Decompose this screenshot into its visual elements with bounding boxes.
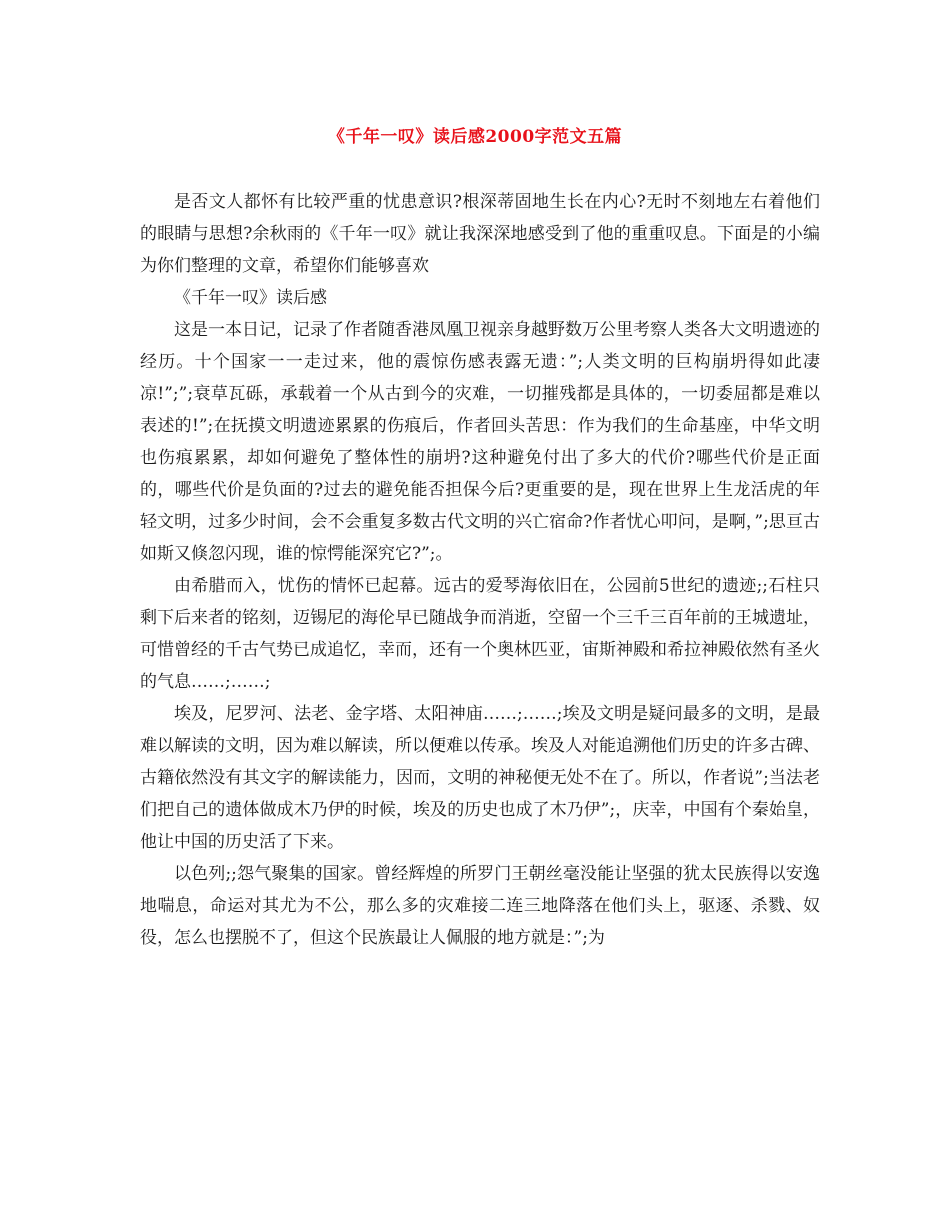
paragraph-diary: 这是一本日记，记录了作者随香港凤凰卫视亲身越野数万公里考察人类各大文明遗迹的经历。十个国家一一走过来，他的震惊伤感表露无遗：”;人类文明的巨构崩坍得如此凄凉!”;”;衰草瓦砾，承载着一个从古到今的灾难，一切摧残都是具体的，一切委屈都是难以表述的!”;在抚摸文明遗迹累累的伤痕后，作者回头苦思：作为我们的生命基座，中华文明也伤痕累累，却如何避免了整体性的崩坍?这种避免付出了多大的代价?哪些代价是正面的，哪些代价是负面的?过去的避免能否担保今后?更重要的是，现在世界上生龙活虎的年轻文明，过多少时间，会不会重复多数古代文明的兴亡宿命?作者忧心叩问，是啊，”;思亘古如斯又倏忽闪现，谁的惊愕能深究它?”;。: [140, 320, 820, 564]
paragraph-greece: 由希腊而入，忧伤的情怀已起幕。远古的爱琴海依旧在，公园前5世纪的遗迹;;石柱只剩下后来者的铭刻，迈锡尼的海伦早已随战争而消逝，空留一个三千三百年前的王城遗址，可惜曾经的千古气势已成追忆，幸而，还有一个奥林匹亚，宙斯神殿和希拉神殿依然有圣火的气息……;……;: [140, 576, 820, 692]
paragraph-israel: 以色列;;怨气聚集的国家。曾经辉煌的所罗门王朝丝毫没能让坚强的犹太民族得以安逸地喘息，命运对其尤为不公，那么多的灾难接二连三地降落在他们头上，驱逐、杀戮、奴役，怎么也摆脱不了，但这个民族最让人佩服的地方就是：”;为: [140, 864, 820, 948]
paragraph-egypt: 埃及，尼罗河、法老、金字塔、太阳神庙……;……;埃及文明是疑问最多的文明，是最难以解读的文明，因为难以解读，所以便难以传承。埃及人对能追溯他们历史的许多古碑、古籍依然没有其文字的解读能力，因而，文明的神秘便无处不在了。所以，作者说”;当法老们把自己的遗体做成木乃伊的时候，埃及的历史也成了木乃伊”;，庆幸，中国有个秦始皇，他让中国的历史活了下来。: [140, 704, 820, 852]
paragraph-intro: 是否文人都怀有比较严重的忧患意识?根深蒂固地生长在内心?无时不刻地左右着他们的眼睛与思想?余秋雨的《千年一叹》就让我深深地感受到了他的重重叹息。下面是的小编为你们整理的文章，希望你们能够喜欢: [140, 192, 820, 276]
document-title: 《千年一叹》读后感2000字范文五篇: [327, 127, 623, 147]
paragraph-subheading: 《千年一叹》读后感: [174, 288, 327, 308]
document-body: [140, 186, 820, 954]
